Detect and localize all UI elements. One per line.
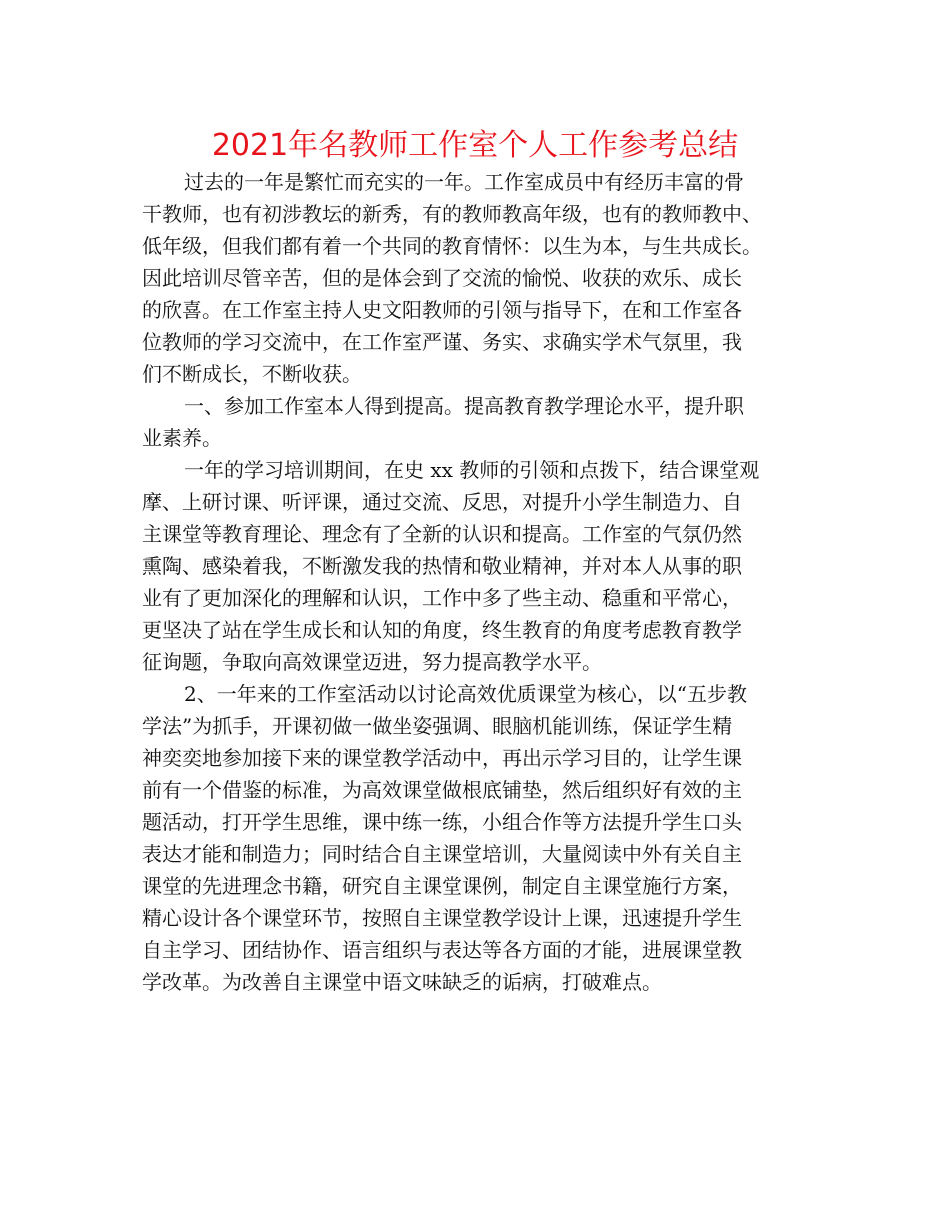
text-line: 摩、上研讨课、听评课，通过交流、反思，对提升小学生制造力、自	[142, 490, 742, 514]
text-line: 一年的学习培训期间，在史 xx 教师的引领和点拨下，结合课堂观	[184, 458, 760, 482]
text-line: 主课堂等教育理论、理念有了全新的认识和提高。工作室的气氛仍然	[142, 522, 742, 546]
text-line: 学改革。为改善自主课堂中语文味缺乏的诟病，打破难点。	[142, 970, 662, 994]
text-line: 学法”为抓手，开课初做一做坐姿强调、眼脑机能训练，保证学生精	[142, 714, 733, 738]
text-line: 们不断成长，不断收获。	[142, 362, 362, 386]
text-line: 业有了更加深化的理解和认识，工作中多了些主动、稳重和平常心，	[142, 586, 742, 610]
text-line: 自主学习、团结协作、语言组织与表达等各方面的才能，进展课堂教	[142, 938, 742, 962]
text-line: 过去的一年是繁忙而充实的一年。工作室成员中有经历丰富的骨	[184, 170, 744, 194]
paragraph	[142, 454, 817, 678]
text-line: 因此培训尽管辛苦，但的是体会到了交流的愉悦、收获的欢乐、成长	[142, 266, 742, 290]
text-line: 表达才能和制造力；同时结合自主课堂培训，大量阅读中外有关自主	[142, 842, 742, 866]
text-line: 2、一年来的工作室活动以讨论高效优质课堂为核心，以“五步教	[184, 682, 747, 706]
text-line: 神奕奕地参加接下来的课堂教学活动中，再出示学习目的，让学生课	[142, 746, 742, 770]
text-line: 位教师的学习交流中，在工作室严谨、务实、求确实学术气氛里，我	[142, 330, 742, 354]
text-line: 题活动，打开学生思维，课中练一练，小组合作等方法提升学生口头	[142, 810, 742, 834]
text-line: 一、参加工作室本人得到提高。提高教育教学理论水平，提升职	[184, 394, 744, 418]
text-line: 低年级，但我们都有着一个共同的教育情怀：以生为本，与生共成长。	[142, 234, 762, 258]
text-line: 精心设计各个课堂环节，按照自主课堂教学设计上课，迅速提升学生	[142, 906, 742, 930]
text-line: 熏陶、感染着我，不断激发我的热情和敬业精神，并对本人从事的职	[142, 554, 742, 578]
document-body	[142, 166, 817, 998]
text-line: 征询题，争取向高效课堂迈进，努力提高教学水平。	[142, 650, 602, 674]
text-line: 的欣喜。在工作室主持人史文阳教师的引领与指导下，在和工作室各	[142, 298, 742, 322]
text-line: 干教师，也有初涉教坛的新秀，有的教师教高年级，也有的教师教中、	[142, 202, 762, 226]
paragraph	[142, 678, 817, 998]
text-line: 更坚决了站在学生成长和认知的角度，终生教育的角度考虑教育教学	[142, 618, 742, 642]
paragraph	[142, 166, 817, 390]
document-title: 2021年名教师工作室个人工作参考总结	[211, 128, 739, 163]
text-line: 前有一个借鉴的标准，为高效课堂做根底铺垫，然后组织好有效的主	[142, 778, 742, 802]
text-line: 业素养。	[142, 426, 222, 450]
paragraph	[142, 390, 817, 454]
text-line: 课堂的先进理念书籍，研究自主课堂课例，制定自主课堂施行方案，	[142, 874, 742, 898]
